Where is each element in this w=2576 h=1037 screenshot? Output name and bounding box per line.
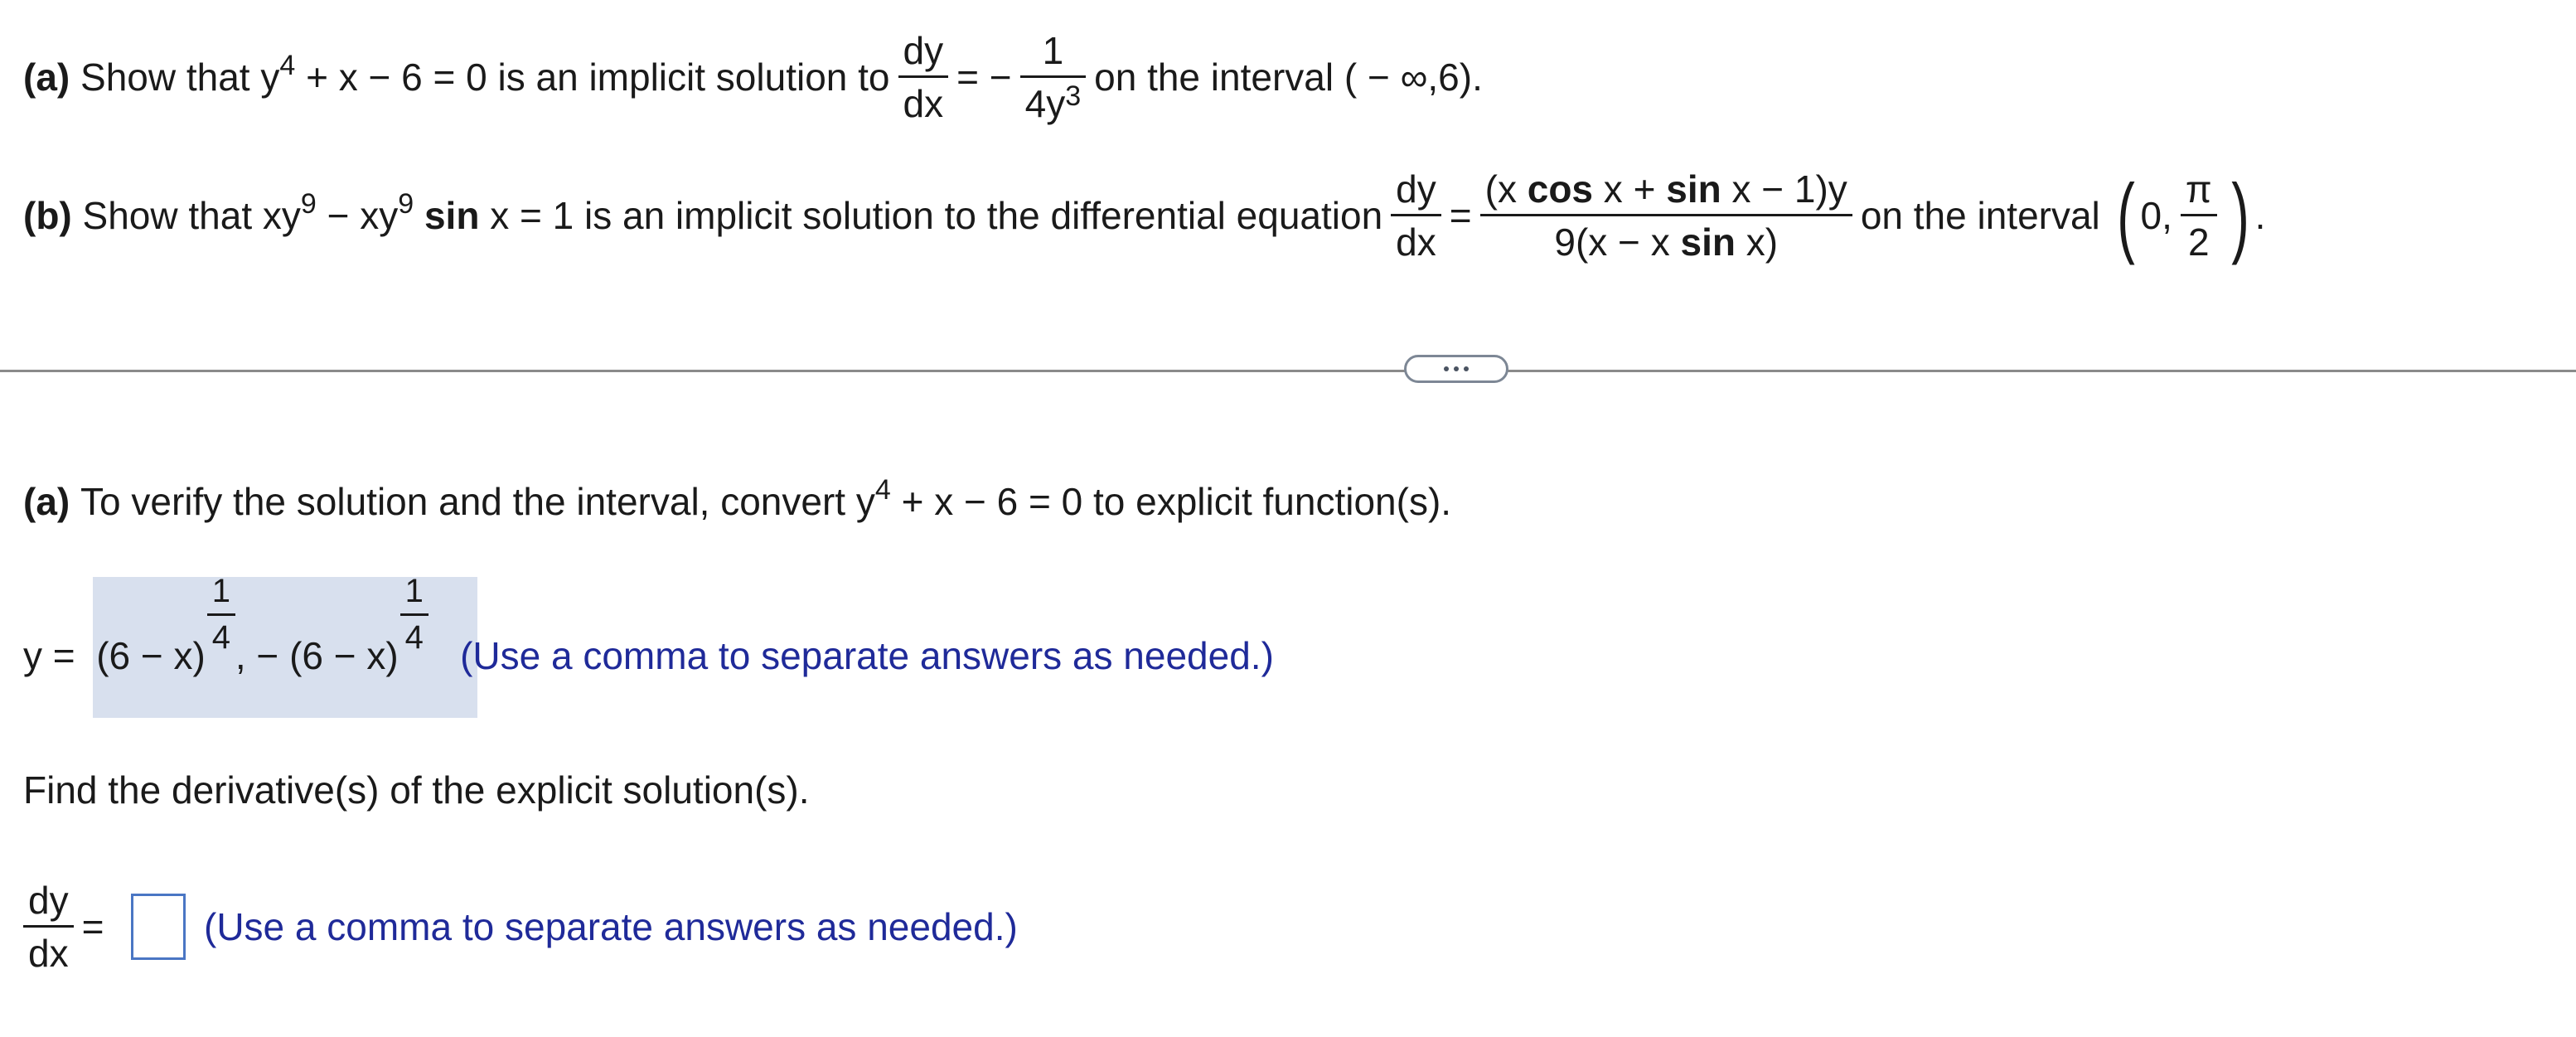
part-a-statement — [23, 23, 1483, 131]
part-a-dydx: $\frac{dy}{dx}$ — [898, 30, 949, 124]
exponent-fraction: $\frac{1}{4}$ — [207, 573, 235, 657]
part-b-dydx: $\frac{dy}{dx}$ — [1391, 168, 1441, 263]
answer-hint: (Use a comma to separate answers as needed.) — [460, 634, 1274, 677]
step-a-instruction: (a) To verify the solution and the interval, convert y $^4$ + x − 6 = 0 to explicit function(s). — [23, 473, 1452, 523]
explicit-answer-2[interactable]: , − (6 − x) — [235, 634, 399, 677]
part-a-label: (a) — [23, 56, 70, 99]
more-options-button[interactable] — [1404, 355, 1508, 383]
pi-over-two: $\frac{\pi}{2}$ — [2181, 168, 2217, 263]
explicit-answer-1[interactable]: (6 − x) — [96, 634, 206, 677]
exponent-fraction-2: $\frac{1}{4}$ — [400, 573, 429, 657]
step-b-instruction: Find the derivative(s) of the explicit solution(s). — [23, 768, 810, 812]
part-b-statement: (b) Show that xy $^9$ − xy $^9$ sin x = 1 is an implicit solution to the differential equation $\frac{dy}{dx}$ = $\frac{\text{(x cos x + sin x − 1)y}}{\text{9(x − x sin x)}}$ on the interval ( 0, $\frac{\pi}{2}$ ) . — [23, 165, 2266, 265]
part-b-label: (b) — [23, 194, 72, 237]
part-a-prefix: Show that y — [80, 56, 280, 99]
derivative-dydx: $\frac{dy}{dx}$ — [23, 880, 74, 974]
left-paren: ( — [2116, 165, 2135, 265]
part-a-exp: 4 — [279, 49, 296, 81]
part-a-rest: + x − 6 = 0 is an implicit solution to — [306, 56, 890, 99]
part-a-rhs-fraction: $\frac{1}{4y^3}$ — [1020, 30, 1087, 124]
ellipsis-icon — [1444, 366, 1449, 371]
part-b-rhs-fraction: $\frac{\text{(x cos x + sin x − 1)y}}{\text{9(x − x sin x)}}$ — [1480, 168, 1852, 263]
explicit-answer-line: y = (6 − x) $\frac{1}{4}$ , − (6 − x) $\frac{1}{4}$ (Use a comma to separate answers as needed.) — [23, 572, 1274, 677]
part-a-interval: on the interval ( − ∞,6). — [1094, 56, 1483, 99]
right-paren: ) — [2230, 165, 2249, 265]
derivative-answer-input[interactable] — [131, 894, 186, 960]
part-a-equals: = − — [956, 56, 1012, 99]
derivative-hint: (Use a comma to separate answers as needed.) — [204, 905, 1018, 948]
section-divider — [0, 370, 2576, 372]
derivative-line: $\frac{dy}{dx}$ = — [23, 869, 104, 985]
